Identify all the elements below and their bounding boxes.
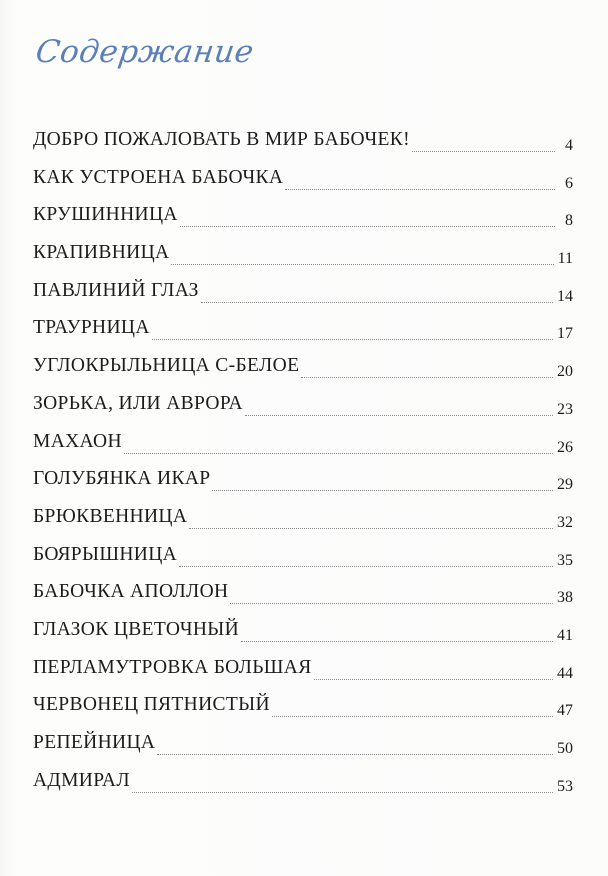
toc-entry-page: 20 [557,363,573,381]
toc-entry [33,503,573,541]
toc-entry-page: 11 [557,250,573,268]
toc-entry-page: 41 [557,626,573,644]
toc-entry [33,352,573,390]
toc-entry-page: 29 [557,476,573,494]
dot-leader [241,641,553,642]
toc-entry-title: ДОБРО ПОЖАЛОВАТЬ В МИР БАБОЧЕК! [33,129,410,150]
dot-leader [230,603,553,604]
toc-entry-page: 47 [557,702,573,720]
toc-entry-page: 35 [557,551,573,569]
toc-entry-title: КАК УСТРОЕНА БАБОЧКА [33,166,284,188]
table-of-contents [33,126,573,804]
dot-leader [180,226,555,227]
contents-heading: Содержание [33,34,257,70]
toc-entry-title: МАХАОН [33,430,122,452]
toc-entry [33,126,573,164]
toc-entry-title: ЧЕРВОНЕЦ ПЯТНИСТЫЙ [33,694,270,716]
toc-entry-title: УГЛОКРЫЛЬНИЦА C-БЕЛОЕ [33,355,300,377]
dot-leader [157,754,553,755]
toc-entry-title: АДМИРАЛ [33,769,130,791]
toc-entry-title: ПЕРЛАМУТРОВКА БОЛЬШАЯ [33,656,312,678]
toc-entry-page: 6 [565,174,573,192]
toc-entry-page: 53 [557,777,573,795]
toc-entry-page: 32 [557,513,573,531]
toc-entry-title: БРЮКВЕННИЦА [33,505,188,527]
dot-leader [189,528,553,529]
toc-entry [33,729,573,767]
toc-entry [33,541,573,579]
dot-leader [272,716,553,717]
toc-entry [33,578,573,616]
dot-leader [201,302,553,303]
toc-entry-title: ПАВЛИНИЙ ГЛАЗ [33,279,199,301]
toc-entry [33,691,573,729]
dot-leader [171,264,553,265]
toc-entry-page: 23 [557,400,573,418]
dot-leader [301,377,553,378]
toc-entry-page: 4 [565,137,573,154]
dot-leader [132,792,553,793]
dot-leader [152,339,553,340]
toc-entry [33,654,573,692]
dot-leader [179,566,553,567]
toc-entry [33,465,573,503]
toc-entry-title: РЕПЕЙНИЦА [33,732,156,753]
toc-entry [33,164,573,202]
toc-entry-page: 8 [565,212,573,230]
toc-entry [33,314,573,352]
toc-entry [33,201,573,239]
dot-leader [412,151,555,152]
toc-entry-title: ГОЛУБЯНКА ИКАР [33,468,211,490]
toc-entry [33,428,573,466]
toc-entry-page: 50 [557,740,573,757]
toc-entry-title: КРУШИННИЦА [33,204,178,226]
toc-entry-page: 44 [557,664,573,682]
toc-entry-page: 38 [557,589,573,607]
toc-entry [33,277,573,315]
dot-leader [285,189,555,190]
toc-entry-page: 14 [557,287,573,305]
toc-entry-title: КРАПИВНИЦА [33,242,170,264]
toc-entry [33,616,573,654]
toc-entry-title: БОЯРЫШНИЦА [33,543,178,565]
toc-entry-page: 26 [557,438,573,456]
toc-entry [33,390,573,428]
toc-entry-page: 17 [557,325,573,343]
toc-entry-title: БАБОЧКА АПОЛЛОН [33,581,229,603]
dot-leader [212,490,553,491]
dot-leader [314,679,553,680]
toc-entry-title: ГЛАЗОК ЦВЕТОЧНЫЙ [33,618,240,640]
toc-entry-title: ТРАУРНИЦА [33,317,150,339]
dot-leader [245,415,553,416]
toc-entry [33,239,573,277]
toc-entry [33,767,573,805]
dot-leader [124,453,553,454]
toc-entry-title: ЗОРЬКА, ИЛИ АВРОРА [33,392,243,414]
